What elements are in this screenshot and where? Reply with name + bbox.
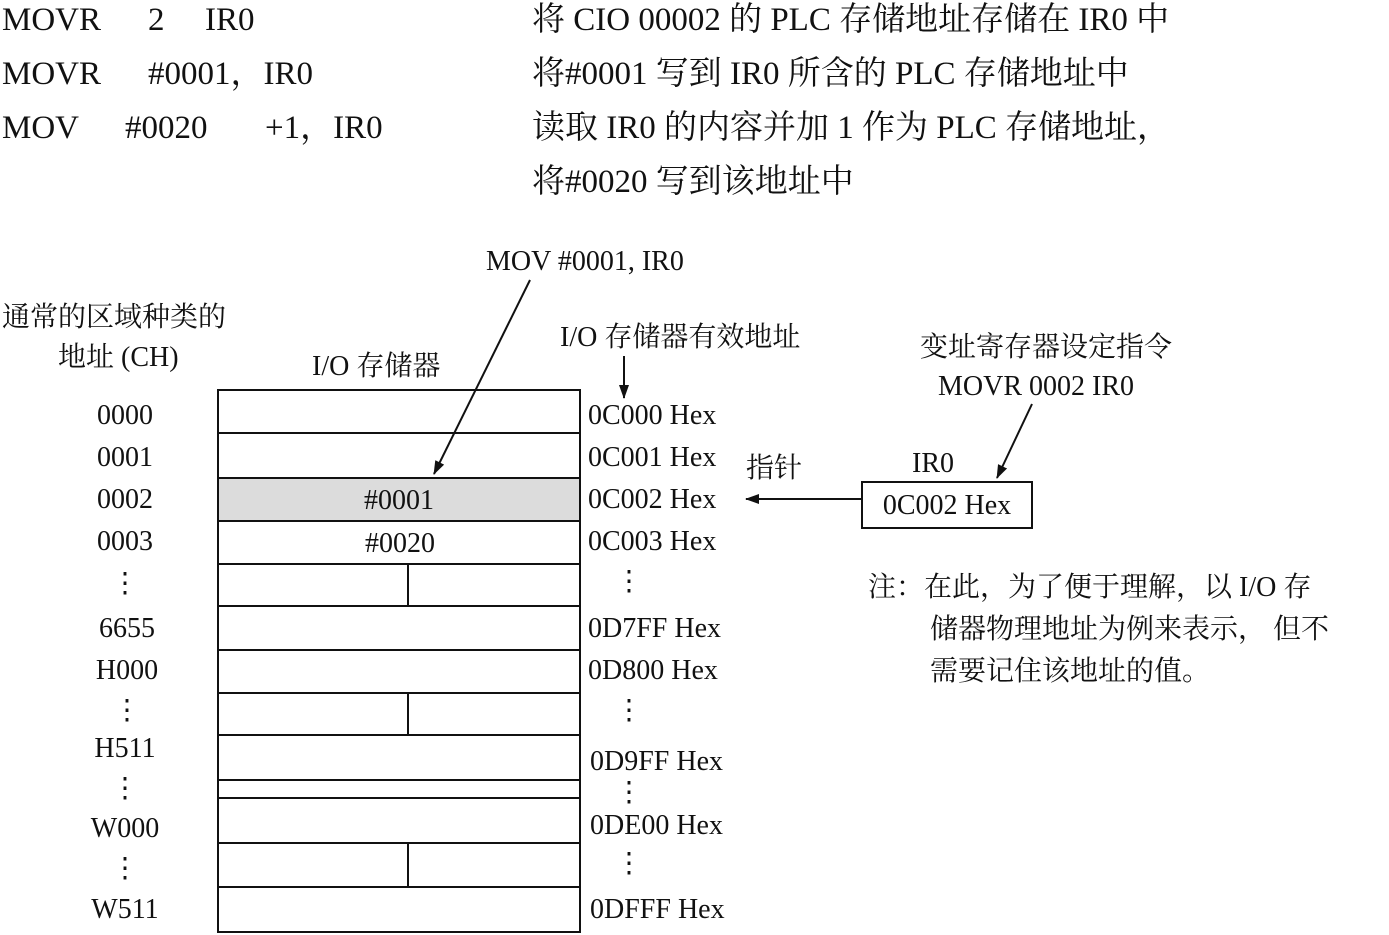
register-value: 0C002 Hex	[882, 490, 1012, 521]
hex-address-ellipsis: ⋮	[615, 566, 643, 597]
cell-value-0003: #0020	[365, 528, 435, 559]
area-address: 0000	[97, 400, 153, 431]
instr-3-op: MOV	[2, 110, 80, 146]
note-line2: 储器物理地址为例来表示， 但不	[930, 614, 1330, 645]
hex-address: 0C003 Hex	[588, 526, 717, 557]
instr-3-arg-1: #0020	[125, 110, 208, 146]
instr-1-desc: 将 CIO 00002 的 PLC 存储地址存储在 IR0 中	[532, 2, 1170, 38]
area-address: H511	[94, 733, 156, 764]
hex-address: 0D800 Hex	[588, 655, 718, 686]
area-address-ellipsis: ⋮	[111, 568, 139, 599]
hex-address: 0C000 Hex	[588, 400, 717, 431]
hex-address-ellipsis: ⋮	[615, 695, 643, 726]
memory-table	[218, 390, 580, 932]
index-register-block	[746, 331, 1172, 528]
hex-address-ellipsis: ⋮	[615, 848, 643, 879]
note-line3: 需要记住该地址的值。	[930, 656, 1211, 687]
instr-3-desc: 读取 IR0 的内容并加 1 作为 PLC 存储地址，	[532, 110, 1171, 146]
instr-2-desc: 将#0001 写到 IR0 所含的 PLC 存储地址中	[532, 56, 1129, 92]
instruction-listing	[2, 1, 1170, 200]
area-address-ellipsis: ⋮	[111, 853, 139, 884]
hex-address-column	[588, 400, 725, 925]
instr-2-op: MOVR	[2, 56, 102, 92]
register-name: IR0	[912, 448, 954, 479]
memory-title: I/O 存储器	[312, 351, 441, 382]
hex-address: 0DFFF Hex	[590, 894, 725, 925]
instr-1-arg-1: 2	[148, 2, 165, 38]
instr-2-arg-1: #0001，IR0	[148, 56, 313, 92]
area-address-column	[91, 400, 159, 925]
area-address: H000	[95, 655, 159, 686]
area-address-ellipsis: ⋮	[111, 773, 139, 804]
hex-address: 0C001 Hex	[588, 442, 717, 473]
register-title-line2: MOVR 0002 IR0	[938, 371, 1135, 402]
hex-address: 0C002 Hex	[588, 484, 717, 515]
register-set-arrow	[997, 404, 1032, 478]
note-block	[868, 571, 1329, 687]
instr-3-desc-cont: 将#0020 写到该地址中	[532, 164, 854, 200]
hex-address: 0D9FF Hex	[590, 746, 724, 777]
hex-address: 0DE00 Hex	[590, 810, 723, 841]
instr-3-arg-2: +1，IR0	[265, 110, 383, 146]
area-address-ellipsis: ⋮	[113, 695, 141, 726]
instr-1-arg-2: IR0	[205, 2, 255, 38]
area-address: 0002	[97, 484, 153, 515]
effective-address-title: I/O 存储器有效地址	[560, 322, 801, 353]
hex-address: 0D7FF Hex	[588, 613, 722, 644]
left-heading-line2: 地址 (CH)	[58, 342, 179, 373]
hex-address-ellipsis: ⋮	[615, 777, 643, 808]
area-address: 0003	[97, 526, 153, 557]
callout-instruction: MOV #0001, IR0	[486, 246, 684, 277]
area-address: W511	[91, 894, 159, 925]
area-address: 6655	[99, 613, 155, 644]
register-title-line1: 变址寄存器设定指令	[920, 332, 1173, 363]
left-heading-line1: 通常的区域种类的	[2, 302, 227, 333]
area-address: W000	[90, 813, 160, 844]
memory-table-border	[218, 390, 580, 932]
pointer-label: 指针	[746, 453, 803, 484]
note-line1: 注：在此，为了便于理解，以 I/O 存	[868, 572, 1312, 603]
callout-arrow	[434, 280, 530, 474]
cell-value-0002: #0001	[364, 485, 434, 516]
instr-1-op: MOVR	[2, 2, 102, 38]
area-address: 0001	[97, 442, 153, 473]
